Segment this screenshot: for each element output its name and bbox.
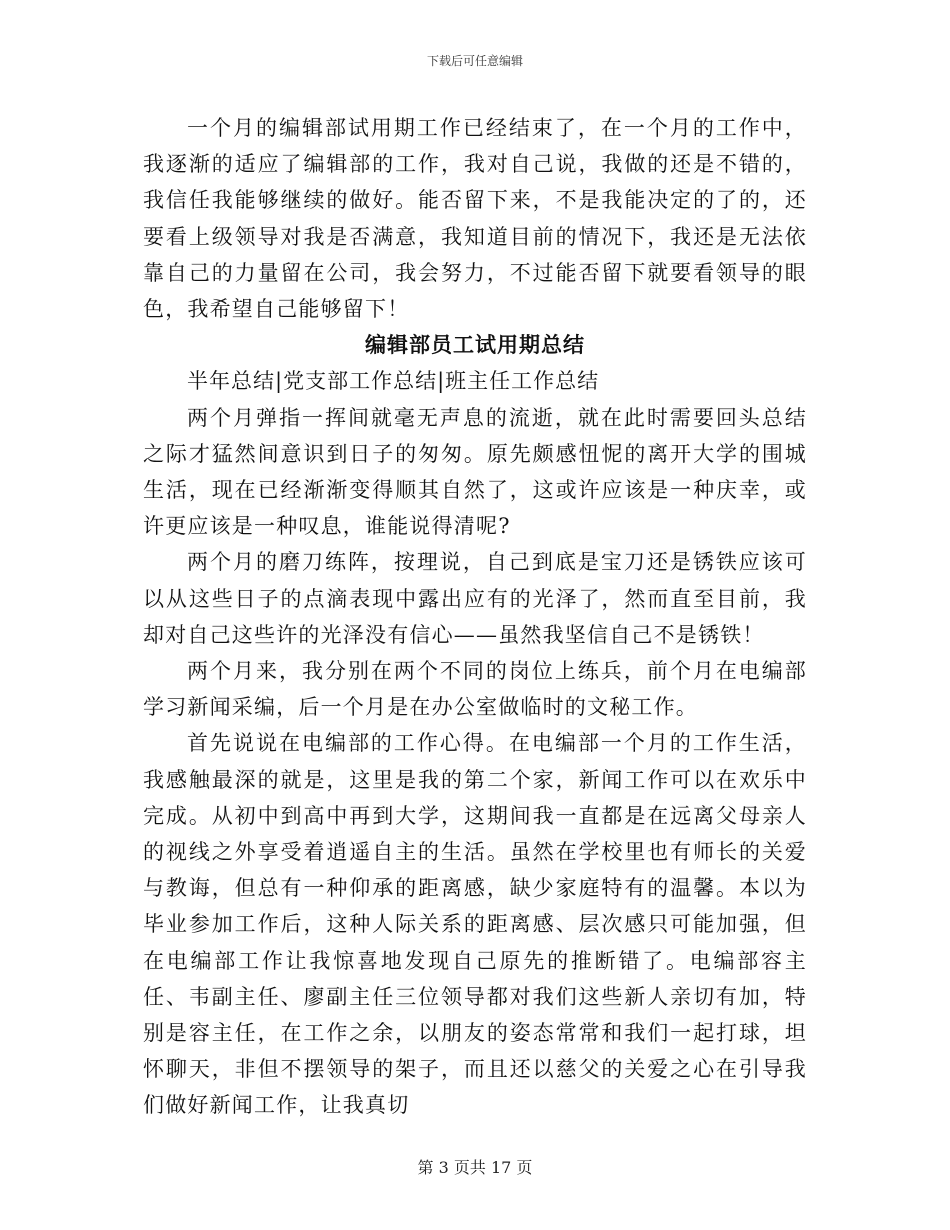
section-title: 编辑部员工试用期总结 (365, 332, 585, 358)
paragraph-2: 两个月弹指一挥间就毫无声息的流逝，就在此时需要回头总结之际才猛然间意识到日子的匆匆。原先颇感忸怩的离开大学的围城生活，现在已经渐渐变得顺其自然了，这或许应该是一种庆幸，或许更应该是一种叹息，谁能说得清呢? (143, 405, 807, 539)
paragraph-5: 首先说说在电编部的工作心得。在电编部一个月的工作生活，我感触最深的就是，这里是我的第二个家，新闻工作可以在欢乐中完成。从初中到高中再到大学，这期间我一直都是在远离父母亲人的视线之外享受着逍遥自主的生活。虽然在学校里也有师长的关爱与教诲，但总有一种仰承的距离感，缺少家庭特有的温馨。本以为毕业参加工作后，这种人际关系的距离感、层次感只可能加强，但在电编部工作让我惊喜地发现自己原先的推断错了。电编部容主任、韦副主任、廖副主任三位领导都对我们这些新人亲切有加，特别是容主任，在工作之余，以朋友的姿态常常和我们一起打球，坦怀聊天，非但不摆领导的架子，而且还以慈父的关爱之心在引导我们做好新闻工作，让我真切 (143, 731, 807, 1118)
page-header: 下载后可任意编辑 (426, 54, 523, 68)
document-body (143, 110, 807, 1124)
paragraph-4: 两个月来，我分别在两个不同的岗位上练兵，前个月在电编部学习新闻采编，后一个月是在办公室做临时的文秘工作。 (143, 659, 807, 720)
paragraph-3: 两个月的磨刀练阵，按理说，自己到底是宝刀还是锈铁应该可以从这些日子的点滴表现中露出应有的光泽了，然而直至目前，我却对自己这些许的光泽没有信心——虽然我坚信自己不是锈铁！ (143, 550, 807, 647)
paragraph-1: 一个月的编辑部试用期工作已经结束了，在一个月的工作中，我逐渐的适应了编辑部的工作，我对自己说，我做的还是不错的，我信任我能够继续的做好。能否留下来，不是我能决定的了的，还要看上级领导对我是否满意，我知道目前的情况下，我还是无法依靠自己的力量留在公司，我会努力，不过能否留下就要看领导的眼色，我希望自己能够留下！ (143, 116, 807, 322)
section-subtitle: 半年总结|党支部工作总结|班主任工作总结 (187, 369, 600, 394)
page-footer: 第 3 页共 17 页 (417, 1158, 533, 1177)
